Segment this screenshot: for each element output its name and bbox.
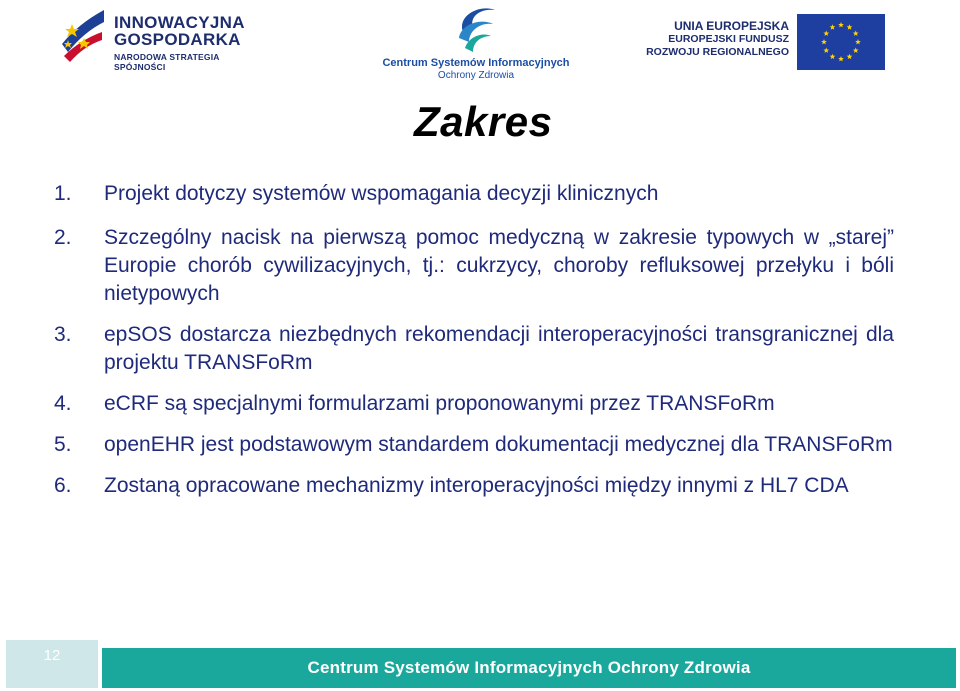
- eu-line1: UNIA EUROPEJSKA: [674, 19, 789, 33]
- csioz-subtitle: Ochrony Zdrowia: [437, 70, 515, 81]
- footer-bar: [102, 648, 956, 688]
- eu-line3: ROZWOJU REGIONALNEGO: [646, 46, 789, 58]
- list-item-number: 6.: [54, 474, 72, 497]
- list-item-text: Zostaną opracowane mechanizmy interoperacyjności między innymi z HL7 CDA: [104, 474, 849, 497]
- list-item-text: epSOS dostarcza niezbędnych rekomendacji interoperacyjności transgranicznej dla projektu TRANSFoRm: [104, 323, 894, 374]
- list-item: [54, 224, 894, 308]
- list-item-number: 3.: [54, 323, 72, 346]
- eu-text: [646, 20, 789, 59]
- list-item: [54, 431, 894, 459]
- list-item-text: Szczególny nacisk na pierwszą pomoc medyczną w zakresie typowych w „starej” Europie chorób cywilizacyjnych, tj.: cukrzycy, choroby refluksowej przełyku i bóli nietypowych: [104, 226, 894, 305]
- innowacyjna-gospodarka-text: [114, 14, 268, 72]
- ig-line2: GOSPODARKA: [114, 30, 241, 49]
- stars-swoosh-icon: [58, 4, 112, 70]
- eu-line2: EUROPEJSKI FUNDUSZ: [668, 33, 789, 45]
- list-item: [54, 472, 894, 500]
- swirl-icon: [451, 2, 501, 58]
- eu-logo: [640, 14, 885, 70]
- list-item: [54, 180, 894, 208]
- ig-line3: NARODOWA STRATEGIA SPÓJNOŚCI: [114, 52, 220, 72]
- list-item-number: 1.: [54, 182, 72, 205]
- scope-list: [54, 180, 894, 513]
- slide-title: Zakres: [414, 98, 553, 145]
- list-item-number: 5.: [54, 433, 72, 456]
- innowacyjna-gospodarka-logo: [58, 4, 268, 72]
- csioz-logo: [378, 2, 578, 82]
- list-item: [54, 390, 894, 418]
- list-item-number: 2.: [54, 226, 72, 249]
- list-item-text: eCRF są specjalnymi formularzami proponowanymi przez TRANSFoRm: [104, 392, 775, 415]
- slide-footer: [6, 640, 956, 688]
- csioz-name: Centrum Systemów Informacyjnych: [382, 57, 570, 69]
- footer-org-name: Centrum Systemów Informacyjnych Ochrony Zdrowia: [307, 658, 751, 677]
- eu-flag-icon: [797, 14, 885, 70]
- list-item: [54, 321, 894, 377]
- list-item-number: 4.: [54, 392, 72, 415]
- list-item-text: openEHR jest podstawowym standardem dokumentacji medycznej dla TRANSFoRm: [104, 433, 893, 456]
- ig-line1: INNOWACYJNA: [114, 13, 245, 32]
- list-item-text: Projekt dotyczy systemów wspomagania decyzji klinicznych: [104, 182, 659, 205]
- page-number: 12: [6, 640, 98, 688]
